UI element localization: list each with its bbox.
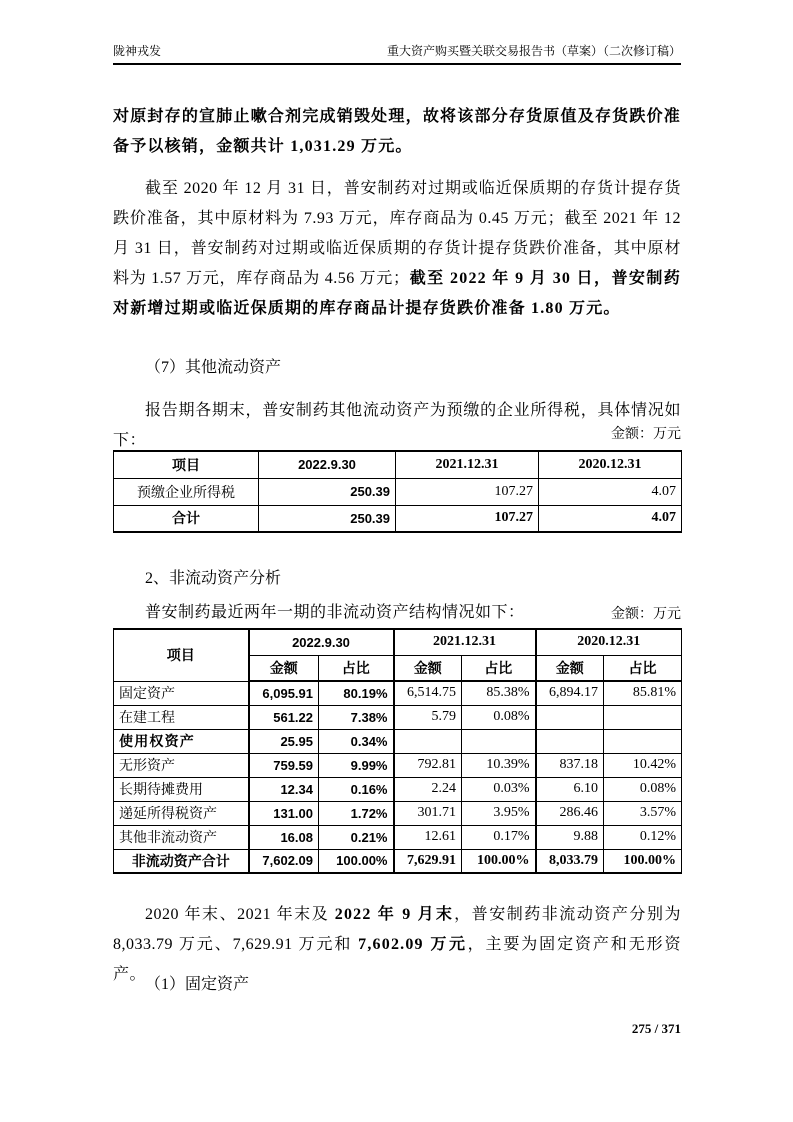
row-label: 在建工程 <box>114 705 249 729</box>
table2-subheader-ratio: 占比 <box>319 655 394 681</box>
table-row <box>114 478 682 505</box>
table1-header-2021: 2021.12.31 <box>396 451 539 478</box>
cell <box>604 729 682 753</box>
row-label: 非流动资产合计 <box>114 849 249 873</box>
cell: 16.08 <box>249 825 319 849</box>
cell: 80.19% <box>319 681 394 705</box>
cell: 85.38% <box>462 681 536 705</box>
cell: 0.03% <box>462 777 536 801</box>
cell: 7,629.91 <box>394 849 462 873</box>
table2-subheader-amount: 金额 <box>249 655 319 681</box>
cell: 0.16% <box>319 777 394 801</box>
table1-header-row <box>114 451 682 478</box>
row-label: 使用权资产 <box>114 729 249 753</box>
table2-subheader-ratio: 占比 <box>462 655 536 681</box>
table2-subheader-amount: 金额 <box>394 655 462 681</box>
table2-header-2020: 2020.12.31 <box>536 629 682 655</box>
paragraph-provisions <box>113 174 681 324</box>
cell: 6,514.75 <box>394 681 462 705</box>
summary-bold-2: 7,602.09 万元 <box>358 936 468 953</box>
table2-subheader-amount: 金额 <box>536 655 604 681</box>
row-label: 无形资产 <box>114 753 249 777</box>
cell <box>462 729 536 753</box>
cell: 25.95 <box>249 729 319 753</box>
paragraph-writeoff: 对原封存的宣肺止嗽合剂完成销毁处理，故将该部分存货原值及存货跌价准备予以核销，金额共计 1,031.29 万元。 <box>113 108 681 155</box>
cell: 9.99% <box>319 753 394 777</box>
cell: 131.00 <box>249 801 319 825</box>
cell: 100.00% <box>604 849 682 873</box>
row-label: 合计 <box>114 505 259 532</box>
unit-label-table2: 金额：万元 <box>611 607 681 622</box>
cell: 0.12% <box>604 825 682 849</box>
cell: 10.39% <box>462 753 536 777</box>
cell: 286.46 <box>536 801 604 825</box>
header-left-title: 陇神戎发 <box>113 44 162 58</box>
cell: 0.17% <box>462 825 536 849</box>
cell: 759.59 <box>249 753 319 777</box>
cell-2021: 107.27 <box>396 505 539 532</box>
unit-label-table1: 金额：万元 <box>611 427 681 442</box>
cell: 837.18 <box>536 753 604 777</box>
paragraph-provisions-bold: 截至 2022 年 9 月 30 日，普安制药对新增过期或临近保质期的库存商品计提存货跌价准备 1.80 万元。 <box>113 270 681 317</box>
noncurrent-assets-table <box>113 628 682 874</box>
cell: 5.79 <box>394 705 462 729</box>
table-row <box>114 681 682 705</box>
cell <box>394 729 462 753</box>
cell: 0.34% <box>319 729 394 753</box>
table2-header-item: 项目 <box>114 629 249 681</box>
table2-header-2021: 2021.12.31 <box>394 629 536 655</box>
cell: 0.21% <box>319 825 394 849</box>
table-row-total <box>114 849 682 873</box>
cell-2022: 250.39 <box>259 478 396 505</box>
table-row-total <box>114 505 682 532</box>
running-header <box>113 44 681 65</box>
table1-header-item: 项目 <box>114 451 259 478</box>
cell <box>536 705 604 729</box>
cell <box>536 729 604 753</box>
table2-period-header-row <box>114 629 682 655</box>
cell-2020: 4.07 <box>539 505 682 532</box>
table-row <box>114 753 682 777</box>
cell: 3.57% <box>604 801 682 825</box>
paragraph-other-current-intro: 报告期各期末，普安制药其他流动资产为预缴的企业所得税，具体情况如下： <box>113 402 681 449</box>
cell: 6,095.91 <box>249 681 319 705</box>
page-number: 275 / 371 <box>631 1021 681 1036</box>
cell: 561.22 <box>249 705 319 729</box>
summary-normal-1: 2020 年末、2021 年末及 <box>145 906 335 923</box>
cell: 301.71 <box>394 801 462 825</box>
summary-normal-3: ，主要为固定资产和无形资产。 <box>113 936 681 983</box>
cell: 100.00% <box>319 849 394 873</box>
table-row <box>114 825 682 849</box>
table1-header-2022: 2022.9.30 <box>259 451 396 478</box>
cell <box>604 705 682 729</box>
cell: 1.72% <box>319 801 394 825</box>
heading-fixed-assets: （1）固定资产 <box>145 976 250 993</box>
cell: 0.08% <box>462 705 536 729</box>
cell-2021: 107.27 <box>396 478 539 505</box>
table-row <box>114 777 682 801</box>
table1-header-2020: 2020.12.31 <box>539 451 682 478</box>
cell-2022: 250.39 <box>259 505 396 532</box>
table-row <box>114 705 682 729</box>
cell: 8,033.79 <box>536 849 604 873</box>
cell: 3.95% <box>462 801 536 825</box>
table2-subheader-ratio: 占比 <box>604 655 682 681</box>
summary-bold-1: 2022 年 9 月末 <box>334 906 455 923</box>
cell: 2.24 <box>394 777 462 801</box>
cell: 9.88 <box>536 825 604 849</box>
table-row <box>114 801 682 825</box>
summary-normal-2: ，普安制药非流动资产分别为 8,033.79 万元、7,629.91 万元和 <box>113 906 681 953</box>
other-current-assets-table <box>113 450 682 533</box>
row-label: 长期待摊费用 <box>114 777 249 801</box>
row-label: 预缴企业所得税 <box>114 478 259 505</box>
table-row <box>114 729 682 753</box>
cell: 85.81% <box>604 681 682 705</box>
paragraph-noncurrent-intro: 普安制药最近两年一期的非流动资产结构情况如下： <box>145 604 525 621</box>
row-label: 其他非流动资产 <box>114 825 249 849</box>
paragraph-provisions-normal: 截至 2020 年 12 月 31 日，普安制药对过期或临近保质期的存货计提存货跌价准备，其中原材料为 7.93 万元，库存商品为 0.45 万元；截至 2021 年 12 月 31 日，普安制药对过期或临近保质期的存货计提存货跌价准备，其中原材料为 1.57 万元，库存商品为 4.56 万元； <box>113 180 681 287</box>
cell: 6,894.17 <box>536 681 604 705</box>
cell-2020: 4.07 <box>539 478 682 505</box>
cell: 10.42% <box>604 753 682 777</box>
cell: 12.61 <box>394 825 462 849</box>
cell: 7,602.09 <box>249 849 319 873</box>
cell: 7.38% <box>319 705 394 729</box>
header-right-title: 重大资产购买暨关联交易报告书（草案）（二次修订稿） <box>386 44 681 58</box>
cell: 0.08% <box>604 777 682 801</box>
row-label: 递延所得税资产 <box>114 801 249 825</box>
heading-noncurrent-assets: 2、非流动资产分析 <box>145 570 282 587</box>
cell: 792.81 <box>394 753 462 777</box>
cell: 100.00% <box>462 849 536 873</box>
cell: 12.34 <box>249 777 319 801</box>
cell: 6.10 <box>536 777 604 801</box>
heading-other-current-assets: （7）其他流动资产 <box>145 359 282 376</box>
row-label: 固定资产 <box>114 681 249 705</box>
table2-header-2022: 2022.9.30 <box>249 629 394 655</box>
